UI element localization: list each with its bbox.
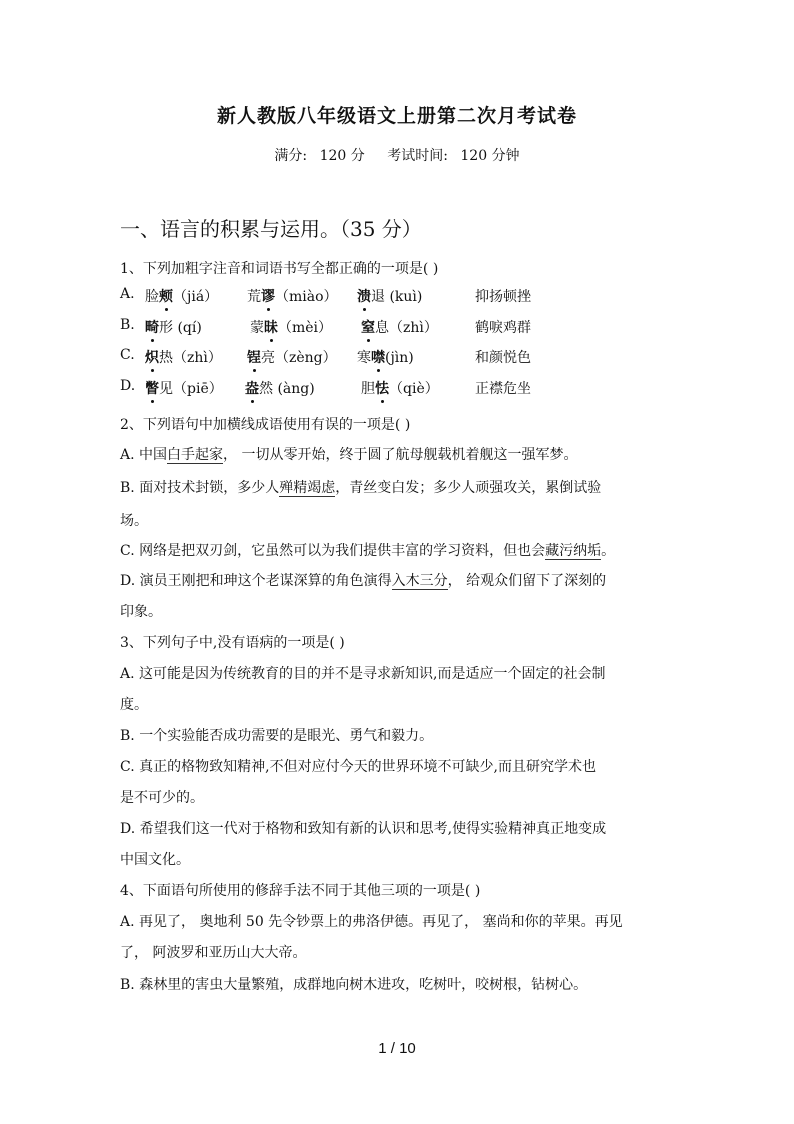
- time-label: 考试时间:: [387, 148, 448, 164]
- q3-stem: 3、下列句子中,没有语病的一项是( ): [120, 635, 345, 651]
- q1-a-word1: 脸颊（jiá）: [145, 286, 218, 306]
- q1-c-label: C.: [120, 347, 135, 363]
- q4-option-a-cont: 了， 阿波罗和亚历山大大帝。: [120, 945, 307, 961]
- q3-option-d: D. 希望我们这一代对于格物和致知有新的认识和思考,使得实验精神真正地变成: [120, 821, 607, 837]
- q2-stem: 2、下列语句中加横线成语使用有误的一项是( ): [120, 417, 411, 433]
- q1-b-word4: 鹤唳鸡群: [475, 320, 531, 336]
- q2-option-b-cont: 场。: [120, 513, 148, 529]
- time-value: 120 分钟: [460, 148, 520, 164]
- q2-d-underlined: 入木三分: [391, 573, 448, 589]
- q2-b-underlined: 殚精竭虑: [279, 480, 336, 496]
- q1-b-label: B.: [120, 317, 135, 333]
- q1-d-label: D.: [120, 378, 136, 394]
- q1-stem: 1、下列加粗字注音和词语书写全都正确的一项是( ): [120, 261, 439, 277]
- q4-stem: 4、下面语句所使用的修辞手法不同于其他三项的一项是( ): [120, 883, 481, 899]
- q2-option-a: A. 中国白手起家， 一切从零开始，终于圆了航母舰载机着舰这一强军梦。: [120, 447, 578, 463]
- q1-b-word2: 蒙昧（mèi）: [250, 317, 332, 337]
- q1-c-word1: 炽热（zhì）: [145, 347, 222, 367]
- q3-option-b: B. 一个实验能否成功需要的是眼光、勇气和毅力。: [120, 728, 434, 744]
- q2-option-b: B. 面对技术封锁，多少人殚精竭虑，青丝变白发；多少人顽强攻关，累倒试验: [120, 480, 602, 496]
- q3-option-a: A. 这可能是因为传统教育的目的并不是寻求新知识,而是适应一个固定的社会制: [120, 666, 606, 682]
- q2-a-underlined: 白手起家: [167, 447, 224, 463]
- q1-a-word3: 溃退 (kuì): [357, 286, 422, 306]
- q1-a-label: A.: [120, 286, 135, 302]
- exam-title: 新人教版八年级语文上册第二次月考试卷: [216, 105, 577, 127]
- q3-option-c-cont: 是不可少的。: [120, 790, 204, 806]
- q1-c-word4: 和颜悦色: [475, 350, 531, 366]
- q2-option-d: D. 演员王刚把和珅这个老谋深算的角色演得入木三分， 给观众们留下了深刻的: [120, 573, 607, 589]
- q3-option-d-cont: 中国文化。: [120, 852, 190, 868]
- q1-c-word3: 寒噤(jìn): [357, 347, 414, 367]
- q1-a-word4: 抑扬顿挫: [475, 289, 531, 305]
- q1-a-word2: 荒谬（miào）: [247, 286, 338, 306]
- q3-option-c: C. 真正的格物致知精神,不但对应付今天的世界环境不可缺少,而且研究学术也: [120, 759, 597, 775]
- q1-d-word3: 胆怯（qiè）: [361, 378, 439, 398]
- q1-d-word2: 盎然 (àng): [245, 378, 315, 398]
- q1-b-word3: 窒息（zhì）: [361, 317, 438, 337]
- page-number: 1 / 10: [378, 1040, 416, 1057]
- q1-d-word1: 瞥见（piē）: [145, 378, 223, 398]
- section-heading: 一、语言的积累与运用。（35 分）: [120, 217, 422, 241]
- q1-d-word4: 正襟危坐: [475, 381, 531, 397]
- score-value: 120 分: [319, 148, 365, 164]
- q2-option-c: C. 网络是把双刃剑，它虽然可以为我们提供丰富的学习资料，但也会藏污纳垢。: [120, 543, 616, 559]
- score-label: 满分:: [274, 148, 308, 164]
- q1-c-word2: 锃亮（zèng）: [247, 347, 337, 367]
- q1-b-word1: 畸形 (qí): [145, 317, 202, 337]
- q2-c-underlined: 藏污纳垢: [545, 543, 602, 559]
- q4-option-b: B. 森林里的害虫大量繁殖，成群地向树木进攻，吃树叶，咬树根，钻树心。: [120, 977, 588, 993]
- q3-option-a-cont: 度。: [120, 697, 148, 713]
- q4-option-a: A. 再见了， 奥地利 50 先令钞票上的弗洛伊德。再见了， 塞尚和你的苹果。再见: [120, 914, 623, 930]
- q2-option-d-cont: 印象。: [120, 604, 162, 620]
- exam-meta: [0, 145, 794, 165]
